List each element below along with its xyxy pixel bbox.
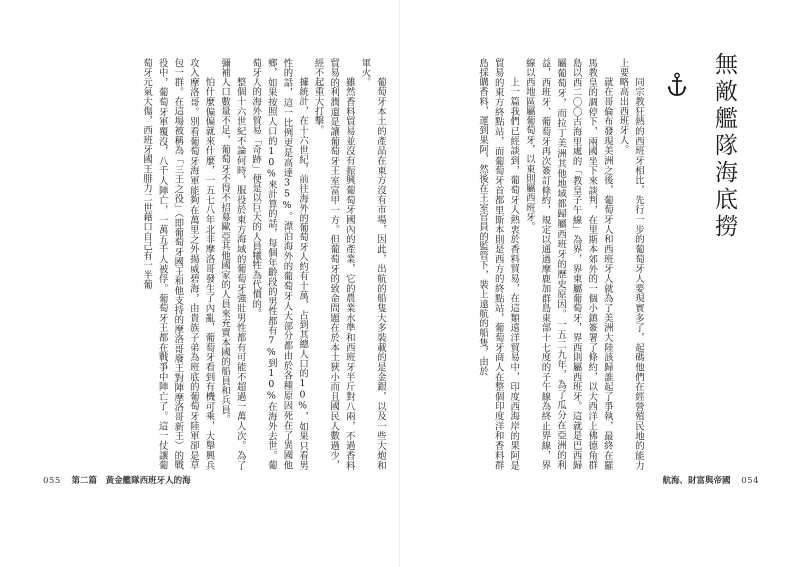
paragraph: 雖然香料貿易並沒有振興葡萄牙國內的產業，它的農業水準和西班牙半斤對八兩，不過香料貿易的利潤還是讓葡萄牙王室富甲一方。但葡萄牙的致命問題在於本土狹小而且國民人數過少，經不起重大打擊。 [312,58,355,470]
paragraph: 同宗教狂熱的西班牙相比，先行一步的葡萄牙人要現實多了，起碼他們在經營殖民地的能力上要略高出西班牙人。 [617,58,644,470]
page-number: 054 [741,476,759,486]
paragraph: 怕什麼偏偏就來什麼，一五七八年北非摩洛哥發生了內亂，葡萄牙看到有機可乘，大舉興兵攻入摩洛哥。別看葡萄牙海軍能夠在萬里之外揚威碧海，由貴族子弟為班底的葡萄牙陸軍卻是草包一群。在這場被稱為「三王之役」（即葡萄牙國王和他支持的摩洛哥廢王對陣摩洛哥新王）的戰役中，葡萄牙軍覆沒，八千人陣亡，一萬五千人被俘。葡萄牙王都在戰爭中陣亡了。這一仗讓葡萄牙元氣大傷，西班牙國王腓力二世藉口自己有一半葡 [141,58,215,470]
left-footer [43,474,191,486]
paragraph: 就在哥倫布發現美洲之後，葡萄牙人和西班牙人就為了美洲大陸該歸誰起了爭執，最終在羅馬教皇的調停下，兩國坐下來談判，在里斯本郊外的一個小鎮簽署了條約，以大西洋上佛德角群島以西二〇〇古海里處的「教皇子午線」為界，界東屬葡萄牙，界西則屬西班牙。這就是巴西歸屬葡萄牙，而拉丁美洲其他地域都歸屬西班牙的歷史原因。一五二九年，為了瓜分在亞洲的利益，西班牙、葡萄牙再次簽訂條約，規定以通過摩鹿加群島東部十七度的子午線為終止界線，界線以西地區屬葡萄牙，以東則屬西班牙。 [523,58,613,470]
paragraph: 葡萄牙本土的產品在東方沒有市場，因此，出航的船隻大多裝載的是金銀，以及一些大炮和軍火。 [359,58,386,470]
right-page [400,0,799,567]
running-title: 航海、財富與帝國 [662,476,731,486]
anchor-icon [666,72,688,98]
right-body-text [408,58,646,470]
part-label: 第二篇 [71,476,97,486]
left-body-text [48,58,388,470]
part-title: 黃金艦隊西班牙人的海 [105,476,191,486]
chapter-title: 無敵艦隊海底撈 [711,52,737,241]
right-footer [663,474,759,486]
paragraph: 據統計，在十六世紀，前往海外的葡萄牙人約有十萬，占到其總人口的10%，如果只看男性的話，這一比例更是高達35%。漂泊海外的葡萄牙人大部分都由於各種原因死在了異國他鄉，如果按照人口的10%來計算的話，每個年齡段的男性都有7%到10%在海外去世。葡萄牙人的海外貿易「奇跡」便是以巨大的人員犧牲為代價的。 [250,58,309,470]
paragraph: 整個十六世紀不論何時，服役於東方海域的葡萄牙強壯男性都有可能不超過一萬人次。為了彌補人口數量不足，葡萄牙不得不招募歐亞其他國家的人員來充實本國的船員和兵員。 [219,58,246,470]
paragraph: 上一篇我們已經談到，葡萄牙人熱衷於香料貿易，在這類遠洋貿易中，印度西海岸的果阿是貿易的東方終點站，而葡萄牙首都里斯本則是西方的終點站，葡萄牙商人在整個印度洋和香料群島採購香料，運到果阿，然後在王室官員的監管下，裝上遠航的船隻，由於 [477,58,520,470]
page-number: 055 [43,476,61,486]
left-page [0,0,399,567]
